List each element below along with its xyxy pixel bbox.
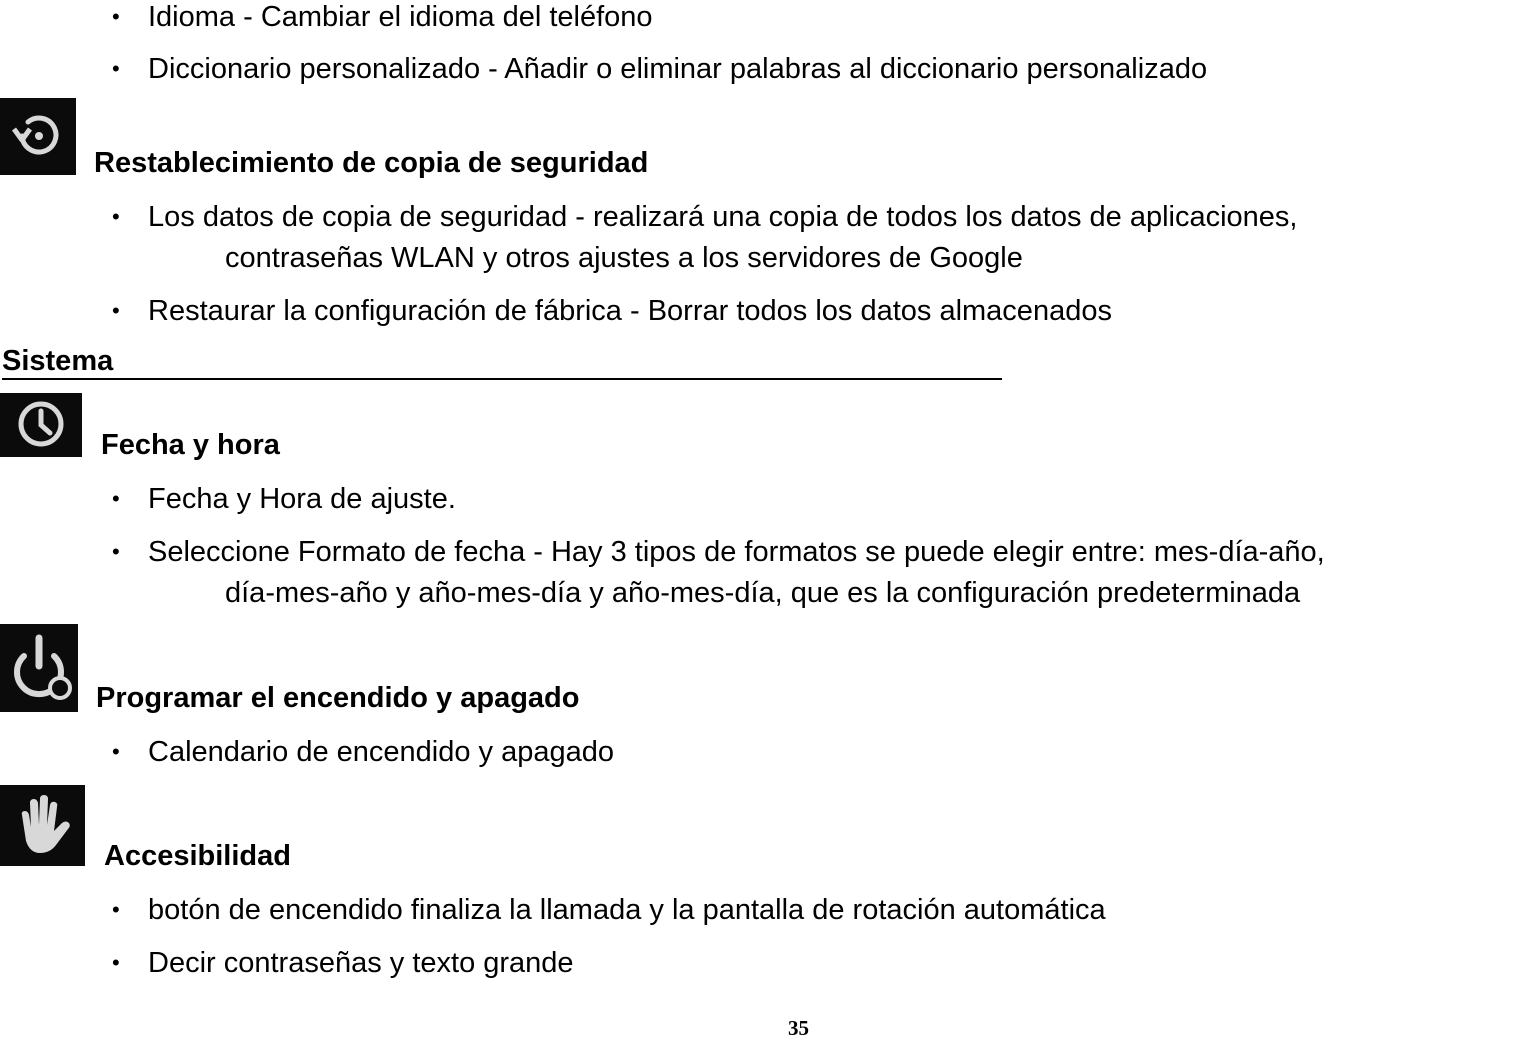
power-schedule-icon	[0, 624, 78, 712]
bullet: •	[112, 4, 120, 29]
list-item-text: Fecha y Hora de ajuste.	[148, 483, 456, 515]
list-item-text: Restaurar la configuración de fábrica - Borrar todos los datos almacenados	[148, 295, 1112, 327]
section-heading-datetime: Fecha y hora	[101, 429, 280, 461]
list-item-text: Calendario de encendido y apagado	[148, 736, 614, 768]
list-item-text: Diccionario personalizado - Añadir o eliminar palabras al diccionario personalizado	[148, 53, 1208, 85]
list-item-continuation: contraseñas WLAN y otros ajustes a los servidores de Google	[225, 242, 1023, 274]
section-heading-accessibility: Accesibilidad	[104, 840, 291, 872]
list-item-text: Idioma - Cambiar el idioma del teléfono	[148, 1, 653, 33]
hand-icon	[0, 785, 85, 866]
list-item-text: Seleccione Formato de fecha - Hay 3 tipos de formatos se puede elegir entre: mes-día-año,	[148, 536, 1325, 568]
clock-icon	[0, 393, 82, 457]
bullet: •	[112, 486, 120, 511]
list-item-text: botón de encendido finaliza la llamada y la pantalla de rotación automática	[148, 894, 1106, 926]
bullet: •	[112, 56, 120, 81]
list-item-continuation: día-mes-año y año-mes-día y año-mes-día, que es la configuración predeterminada	[225, 577, 1301, 609]
section-heading-schedule: Programar el encendido y apagado	[96, 682, 580, 714]
page-number-text: 35	[788, 1016, 809, 1040]
restore-icon	[0, 98, 76, 175]
section-heading-backup: Restablecimiento de copia de seguridad	[94, 147, 649, 179]
section-title-sistema: Sistema	[2, 344, 1002, 380]
bullet: •	[112, 897, 120, 922]
bullet: •	[112, 539, 120, 564]
list-item-text: Decir contraseñas y texto grande	[148, 947, 574, 979]
bullet: •	[112, 739, 120, 764]
bullet: •	[112, 204, 120, 229]
bullet: •	[112, 950, 120, 975]
list-item-text: Los datos de copia de seguridad - realizará una copia de todos los datos de aplicaciones,	[148, 201, 1298, 233]
bullet: •	[112, 298, 120, 323]
